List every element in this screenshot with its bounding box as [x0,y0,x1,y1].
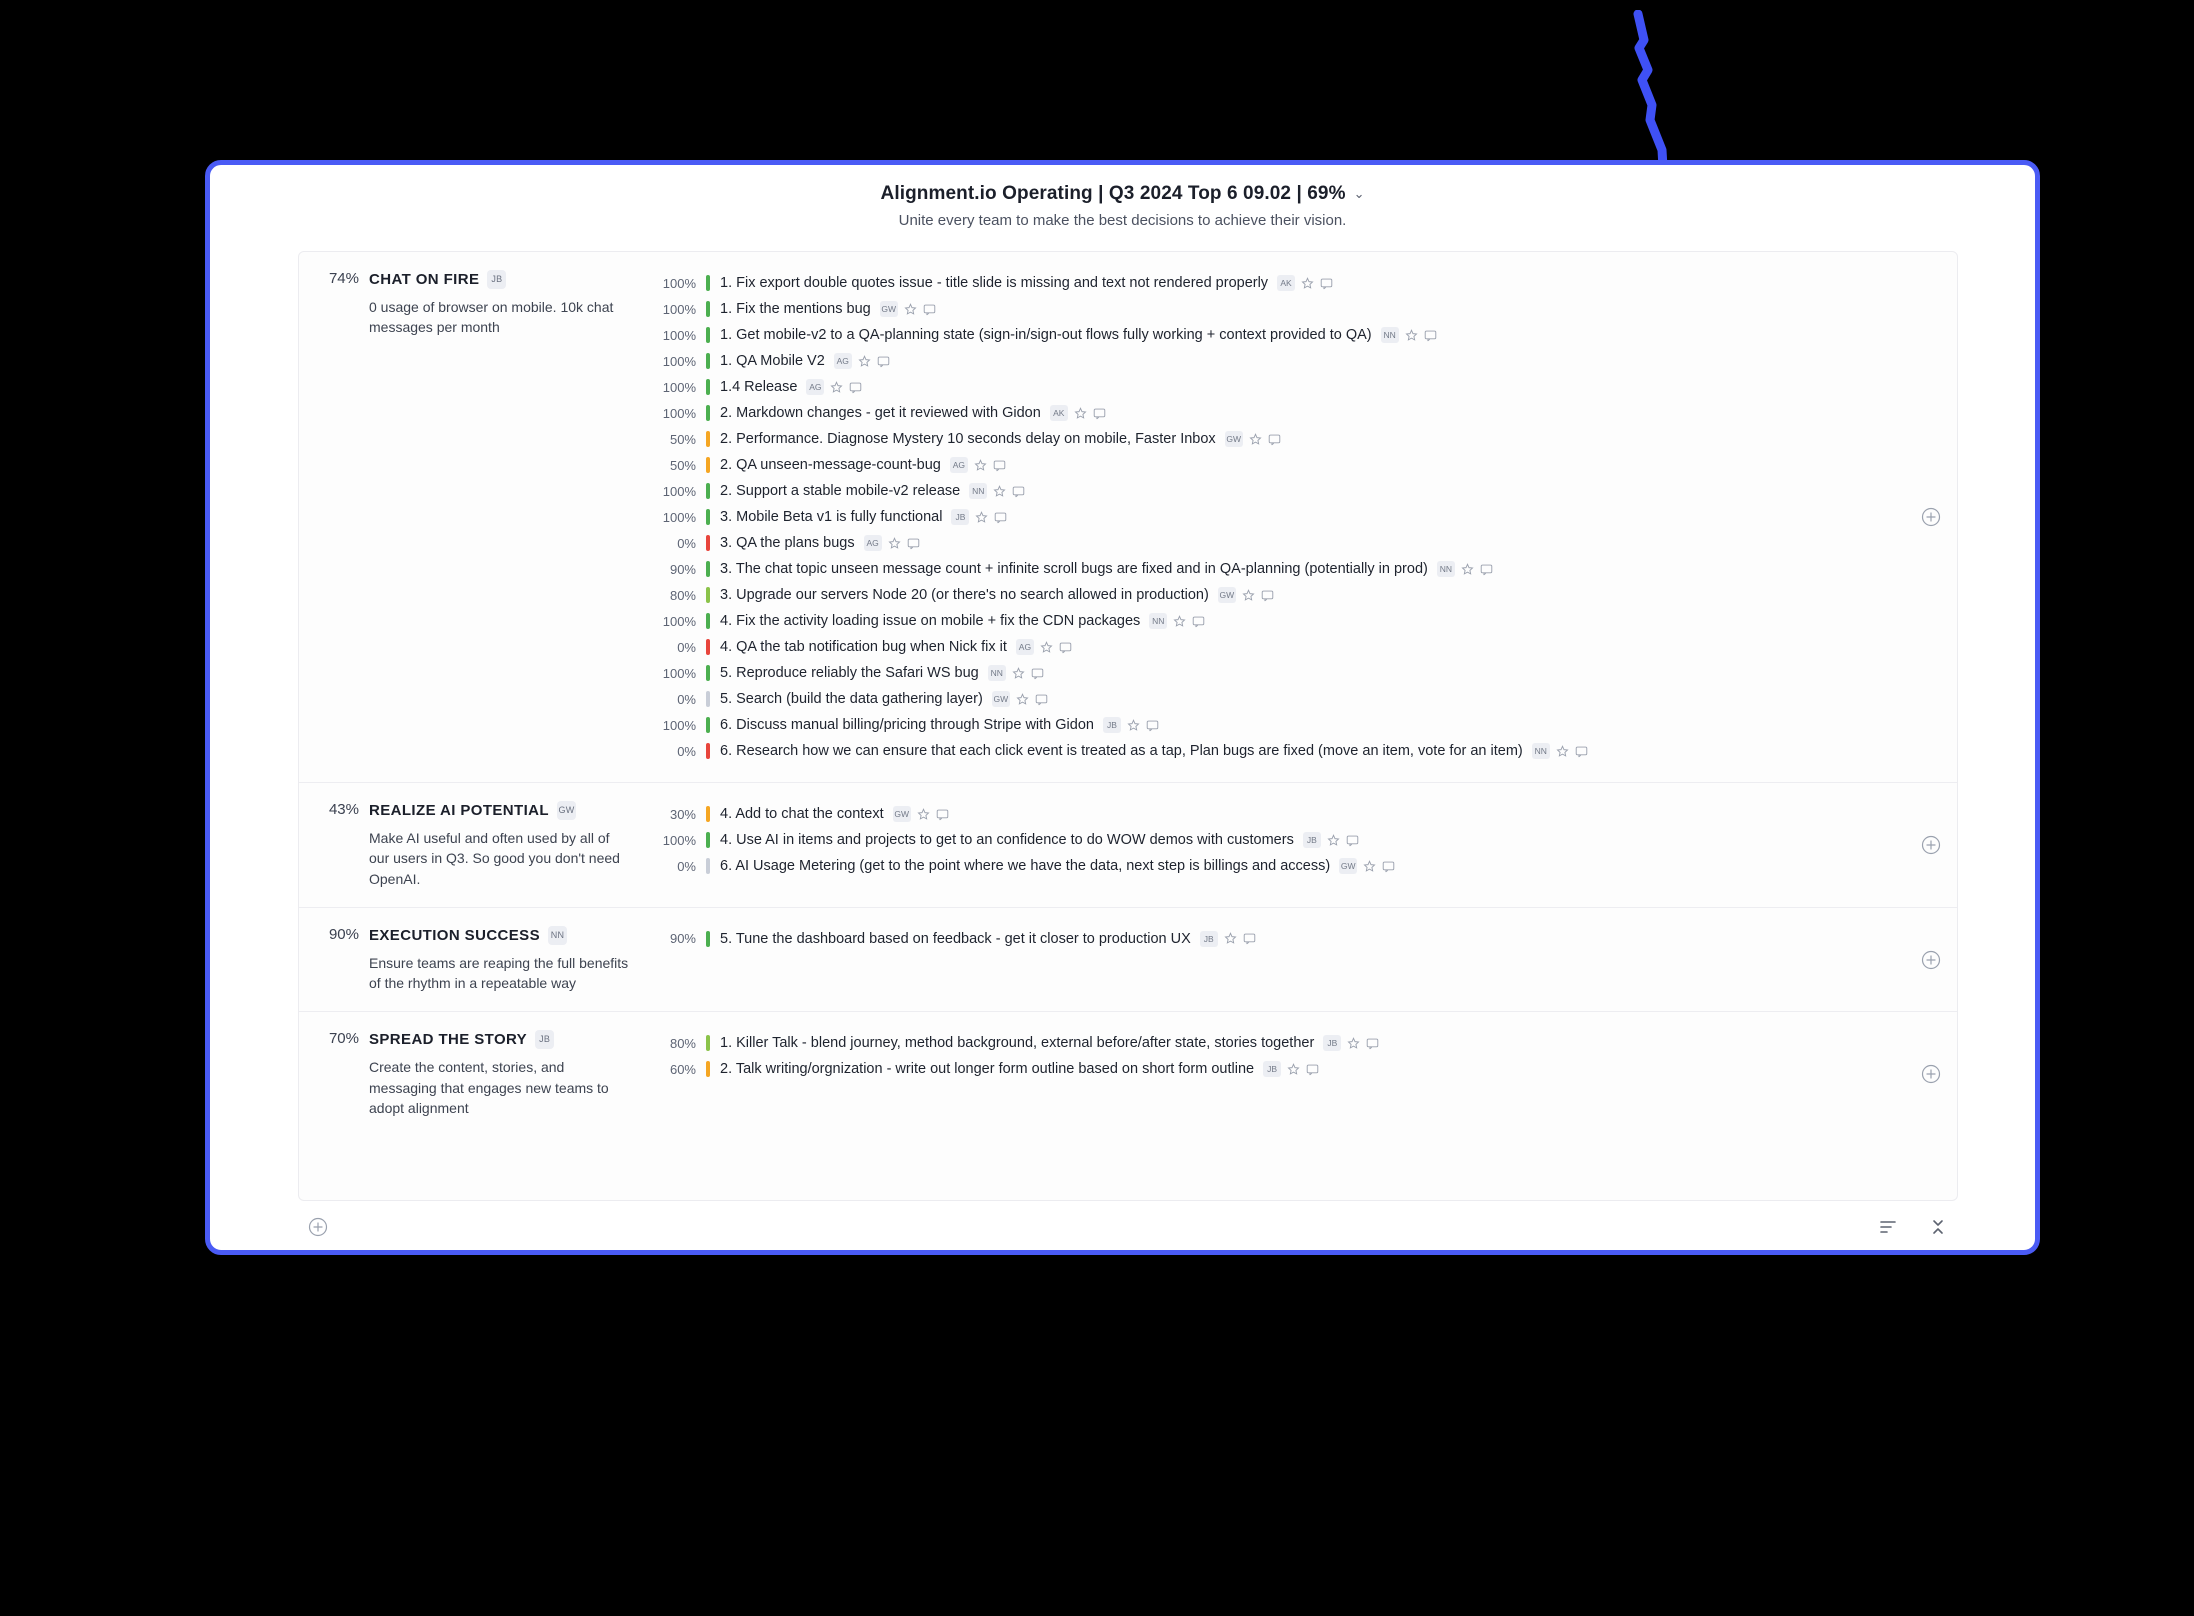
item-progress: 100% [662,379,696,395]
avatar[interactable]: GW [1218,587,1236,603]
item-status-bar [706,931,710,947]
app-window [205,160,2040,1255]
avatar[interactable]: JB [487,270,506,289]
goal-title[interactable]: CHAT ON FIRE [369,271,480,288]
item-label: 1. Get mobile-v2 to a QA-planning state (sign-in/sign-out flows fully working + context provided to QA) [720,327,1372,343]
comment-icon[interactable] [1031,667,1044,680]
item-label: 2. Support a stable mobile-v2 release [720,483,961,499]
comment-icon[interactable] [993,459,1006,472]
list-item[interactable] [654,827,1917,853]
item-status-bar [706,1061,710,1077]
avatar[interactable]: GW [1339,858,1357,874]
comment-icon[interactable] [1059,641,1072,654]
list-item[interactable] [654,634,1917,660]
star-icon[interactable] [1012,667,1025,680]
item-label: 4. Use AI in items and projects to get to an confidence to do WOW demos with customers [720,832,1294,848]
comment-icon[interactable] [1012,485,1025,498]
comment-icon[interactable] [849,381,862,394]
item-status-bar [706,509,710,525]
item-progress: 0% [677,691,696,707]
goal-title[interactable]: EXECUTION SUCCESS [369,926,540,944]
goal-title[interactable]: REALIZE AI POTENTIAL [369,802,549,819]
avatar[interactable]: GW [880,301,898,317]
comment-icon[interactable] [1320,277,1333,290]
star-icon[interactable] [904,303,917,316]
avatar[interactable]: GW [992,691,1010,707]
list-item[interactable] [654,686,1917,712]
goal-description: 0 usage of browser on mobile. 10k chat messages per month [369,299,614,336]
star-icon[interactable] [1556,745,1569,758]
star-icon[interactable] [975,511,988,524]
comment-icon[interactable] [923,303,936,316]
list-item[interactable] [654,582,1917,608]
item-progress: 0% [677,858,696,874]
item-status-bar [706,405,710,421]
list-item[interactable] [654,926,1917,952]
comment-icon[interactable] [1366,1037,1379,1050]
collapse-icon[interactable] [1928,1217,1948,1237]
star-icon[interactable] [1301,277,1314,290]
avatar[interactable]: JB [1323,1035,1341,1051]
list-item[interactable] [654,1030,1917,1056]
item-status-bar [706,832,710,848]
avatar[interactable]: JB [535,1030,554,1049]
item-label: 1. Killer Talk - blend journey, method background, external before/after state, stories together [720,1035,1315,1052]
item-status-bar [706,457,710,473]
star-icon[interactable] [830,381,843,394]
goal-row [299,252,1957,783]
list-item[interactable] [654,738,1917,764]
list-item[interactable] [654,322,1917,348]
item-label: 2. Talk writing/orgnization - write out longer form outline based on short form outline [720,1061,1255,1078]
star-icon[interactable] [1040,641,1053,654]
item-label: 6. AI Usage Metering (get to the point where we have the data, next step is billings and access) [720,858,1331,874]
list-item[interactable] [654,374,1917,400]
add-item-button[interactable] [1921,507,1941,527]
avatar[interactable]: AG [834,353,852,369]
list-item[interactable] [654,504,1917,530]
comment-icon[interactable] [1146,719,1159,732]
item-progress: 100% [662,405,696,421]
item-label: 1. Fix export double quotes issue - title slide is missing and text not rendered properly [720,275,1269,291]
item-status-bar [706,587,710,603]
item-status-bar [706,1035,710,1051]
avatar[interactable]: AG [950,457,968,473]
comment-icon[interactable] [1575,745,1588,758]
item-label: 6. Discuss manual billing/pricing through Stripe with Gidon [720,717,1094,733]
item-status-bar [706,717,710,733]
add-goal-button[interactable] [308,1217,328,1237]
item-status-bar [706,665,710,681]
star-icon[interactable] [1461,563,1474,576]
star-icon[interactable] [917,808,930,821]
star-icon[interactable] [1016,693,1029,706]
comment-icon[interactable] [877,355,890,368]
star-icon[interactable] [888,537,901,550]
page-subtitle: Unite every team to make the best decisions to achieve their vision. [898,212,1347,229]
avatar[interactable]: AG [864,535,882,551]
avatar[interactable]: NN [1437,561,1455,577]
list-item[interactable] [654,660,1917,686]
item-list [654,1030,1957,1082]
goal-row [299,908,1957,1013]
chevron-down-icon[interactable]: ⌄ [1353,186,1365,201]
star-icon[interactable] [974,459,987,472]
comment-icon[interactable] [1346,834,1359,847]
item-status-bar [706,327,710,343]
goal-description: Make AI useful and often used by all of our users in Q3. So good you don't need OpenAI. [369,830,620,887]
item-label: 6. Research how we can ensure that each click event is treated as a tap, Plan bugs are fixed (move an item, vote for an item) [720,743,1523,759]
avatar[interactable]: NN [1149,613,1167,629]
star-icon[interactable] [1127,719,1140,732]
goal-list [299,252,1957,1136]
item-status-bar [706,275,710,291]
list-item[interactable] [654,530,1917,556]
star-icon[interactable] [1405,329,1418,342]
sort-icon[interactable] [1878,1217,1898,1237]
comment-icon[interactable] [1261,589,1274,602]
avatar[interactable]: AK [1050,405,1068,421]
item-list [654,801,1957,879]
avatar[interactable]: AK [1277,275,1295,291]
list-item[interactable] [654,801,1917,827]
star-icon[interactable] [1173,615,1186,628]
item-status-bar [706,806,710,822]
item-progress: 0% [677,639,696,655]
item-progress: 80% [669,587,696,603]
star-icon[interactable] [1224,932,1237,945]
item-label: 4. Fix the activity loading issue on mobile + fix the CDN packages [720,613,1141,629]
item-label: 2. Performance. Diagnose Mystery 10 seconds delay on mobile, Faster Inbox [720,431,1216,447]
app-header [210,165,2035,229]
item-progress: 100% [662,353,696,369]
comment-icon[interactable] [1480,563,1493,576]
list-item[interactable] [654,270,1917,296]
star-icon[interactable] [1363,860,1376,873]
item-progress: 100% [662,717,696,733]
item-status-bar [706,639,710,655]
avatar[interactable]: GW [893,806,911,822]
goal-meta [369,1030,654,1118]
item-progress: 50% [669,457,696,473]
list-item[interactable] [654,426,1917,452]
item-list [654,926,1957,952]
goal-title[interactable]: SPREAD THE STORY [369,1031,528,1049]
item-progress: 100% [662,509,696,525]
item-status-bar [706,379,710,395]
avatar[interactable]: JB [1103,717,1121,733]
avatar[interactable]: AG [1016,639,1034,655]
item-status-bar [706,535,710,551]
avatar[interactable]: NN [988,665,1006,681]
item-label: 3. Mobile Beta v1 is fully functional [720,509,943,525]
item-progress: 100% [662,483,696,499]
add-item-button[interactable] [1921,950,1941,970]
goal-progress: 43% [328,801,359,818]
item-label: 3. Upgrade our servers Node 20 (or there's no search allowed in production) [720,587,1209,603]
comment-icon[interactable] [936,808,949,821]
footer-actions [1878,1217,1948,1237]
item-status-bar [706,483,710,499]
avatar[interactable]: NN [548,926,567,945]
list-item[interactable] [654,296,1917,322]
page-title: Alignment.io Operating | Q3 2024 Top 6 09.02 | 69% [880,183,1346,204]
avatar[interactable]: GW [557,801,576,820]
item-label: 2. QA unseen-message-count-bug [720,457,941,473]
avatar[interactable]: NN [969,483,987,499]
item-progress: 100% [662,275,696,291]
comment-icon[interactable] [907,537,920,550]
item-status-bar [706,301,710,317]
item-label: 5. Reproduce reliably the Safari WS bug [720,665,979,681]
comment-icon[interactable] [1035,693,1048,706]
star-icon[interactable] [1347,1037,1360,1050]
item-label: 5. Tune the dashboard based on feedback - get it closer to production UX [720,930,1191,947]
item-label: 4. QA the tab notification bug when Nick fix it [720,639,1007,655]
star-icon[interactable] [1249,433,1262,446]
goal-description: Ensure teams are reaping the full benefits of the rhythm in a repeatable way [369,954,629,992]
item-status-bar [706,431,710,447]
list-item[interactable] [654,478,1917,504]
comment-icon[interactable] [1382,860,1395,873]
list-item[interactable] [654,348,1917,374]
list-item[interactable] [654,400,1917,426]
item-progress: 50% [669,431,696,447]
item-progress: 90% [669,561,696,577]
item-progress: 30% [669,806,696,822]
comment-icon[interactable] [1243,932,1256,945]
avatar[interactable]: JB [1200,931,1218,947]
item-progress: 80% [669,1035,696,1051]
comment-icon[interactable] [994,511,1007,524]
comment-icon[interactable] [1268,433,1281,446]
star-icon[interactable] [858,355,871,368]
avatar[interactable]: GW [1225,431,1243,447]
item-status-bar [706,858,710,874]
star-icon[interactable] [1327,834,1340,847]
goal-meta [369,801,654,889]
item-list [654,270,1957,764]
avatar[interactable]: JB [1303,832,1321,848]
goal-progress: 90% [328,925,359,943]
item-label: 4. Add to chat the context [720,806,884,822]
item-status-bar [706,691,710,707]
avatar[interactable]: AG [806,379,824,395]
item-progress: 0% [677,743,696,759]
goals-panel [298,251,1958,1201]
item-progress: 100% [662,613,696,629]
item-label: 3. QA the plans bugs [720,535,855,551]
item-progress: 0% [677,535,696,551]
comment-icon[interactable] [1093,407,1106,420]
item-progress: 100% [662,301,696,317]
item-label: 1. Fix the mentions bug [720,301,871,317]
avatar[interactable]: NN [1532,743,1550,759]
item-progress: 90% [669,931,696,947]
item-label: 2. Markdown changes - get it reviewed with Gidon [720,405,1041,421]
comment-icon[interactable] [1306,1063,1319,1076]
list-item[interactable] [654,712,1917,738]
list-item[interactable] [654,452,1917,478]
star-icon[interactable] [1242,589,1255,602]
goal-meta [369,926,654,994]
star-icon[interactable] [993,485,1006,498]
item-status-bar [706,561,710,577]
goal-progress: 70% [328,1030,359,1048]
star-icon[interactable] [1074,407,1087,420]
comment-icon[interactable] [1424,329,1437,342]
list-item[interactable] [654,556,1917,582]
goal-row [299,783,1957,908]
panel-footer [298,1205,1958,1249]
list-item[interactable] [654,608,1917,634]
avatar[interactable]: JB [1263,1061,1281,1077]
list-item[interactable] [654,853,1917,879]
item-status-bar [706,743,710,759]
item-label: 3. The chat topic unseen message count + infinite scroll bugs are fixed and in QA-planning (potentially in prod) [720,561,1428,577]
avatar[interactable]: JB [951,509,969,525]
item-label: 5. Search (build the data gathering layer) [720,691,983,707]
item-label: 1. QA Mobile V2 [720,353,825,369]
list-item[interactable] [654,1056,1917,1082]
item-status-bar [706,353,710,369]
goal-description: Create the content, stories, and messaging that engages new teams to adopt alignment [369,1059,609,1117]
item-progress: 100% [662,832,696,848]
add-item-button[interactable] [1921,835,1941,855]
comment-icon[interactable] [1192,615,1205,628]
goal-progress: 74% [328,270,359,287]
item-progress: 60% [669,1061,696,1077]
item-progress: 100% [662,665,696,681]
star-icon[interactable] [1287,1063,1300,1076]
avatar[interactable]: NN [1381,327,1399,343]
item-label: 1.4 Release [720,379,798,395]
item-status-bar [706,613,710,629]
goal-row [299,1012,1957,1136]
add-item-button[interactable] [1921,1064,1941,1084]
item-progress: 100% [662,327,696,343]
goal-meta [369,270,654,338]
